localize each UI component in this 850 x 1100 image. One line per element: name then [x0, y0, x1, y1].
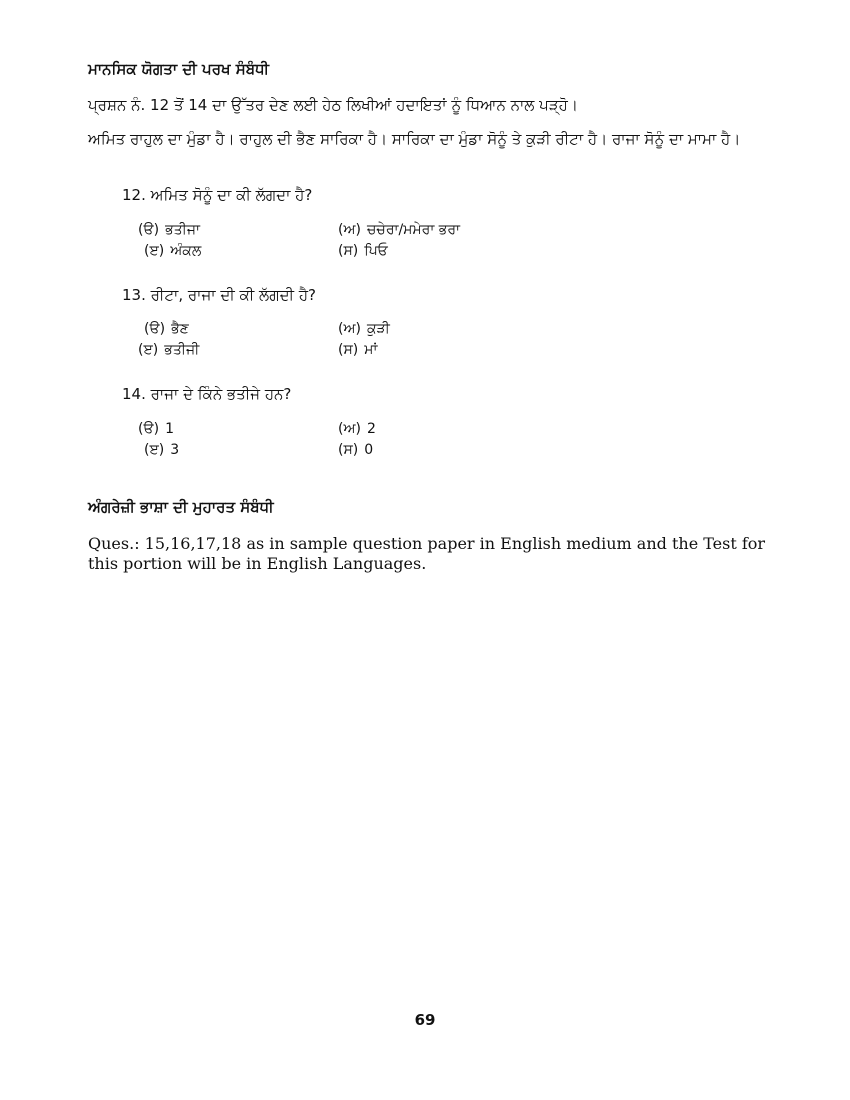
option-q13-c: [138, 342, 199, 358]
option-text: 2: [366, 421, 376, 437]
option-text: ਪਿਓ: [364, 243, 388, 259]
page-number: 69: [414, 1011, 436, 1029]
option-mark: (ਅ): [338, 222, 361, 238]
option-q14-c: [144, 442, 179, 458]
option-mark: (ੲ): [144, 442, 165, 458]
option-q12-d: [338, 243, 388, 259]
option-mark: (ੳ): [144, 321, 166, 337]
option-text: ਭੈਣ: [171, 321, 189, 337]
option-mark: (ੲ): [138, 342, 159, 358]
option-mark: (ੲ): [144, 243, 165, 259]
question-12: 12. ਅਮਿਤ ਸੋਨੂੰ ਦਾ ਕੀ ਲੱਗਦਾ ਹੈ?: [122, 186, 313, 204]
option-q14-d: [338, 442, 373, 458]
option-mark: (ਸ): [338, 342, 359, 358]
section-heading-mental-ability: ਮਾਨਸਿਕ ਯੋਗਤਾ ਦੀ ਪਰਖ ਸੰਬੰਧੀ: [88, 60, 270, 78]
option-q12-a: [138, 222, 200, 238]
instruction-text: ਪ੍ਰਸ਼ਨ ਨੰ. 12 ਤੋਂ 14 ਦਾ ਉੱਤਰ ਦੇਣ ਲਈ ਹੇਠ ਲਿਖੀਆਂ ਹਦਾਇਤਾਂ ਨੂੰ ਧਿਆਨ ਨਾਲ ਪੜ੍ਹੋ।: [88, 96, 578, 114]
question-14: 14. ਰਾਜਾ ਦੇ ਕਿੰਨੇ ਭਤੀਜੇ ਹਨ?: [122, 385, 292, 403]
option-mark: (ਅ): [338, 321, 361, 337]
option-mark: (ਅ): [338, 421, 361, 437]
question-13: 13. ਰੀਟਾ, ਰਾਜਾ ਦੀ ਕੀ ਲੱਗਦੀ ਹੈ?: [122, 286, 317, 304]
option-q12-c: [144, 243, 201, 259]
option-text: 1: [165, 421, 175, 437]
option-text: 3: [170, 442, 180, 458]
option-q14-b: [338, 421, 376, 437]
option-text: ਅੰਕਲ: [170, 243, 202, 259]
option-q13-a: [144, 321, 189, 337]
option-q12-b: [338, 222, 460, 238]
english-note: Ques.: 15,16,17,18 as in sample question paper in English medium and the Test for this portion will be in English Languages.: [88, 534, 766, 573]
option-text: ਭਤੀਜਾ: [165, 222, 200, 238]
option-mark: (ੳ): [138, 421, 160, 437]
option-text: ਭਤੀਜੀ: [164, 342, 200, 358]
option-text: 0: [364, 442, 374, 458]
option-q13-b: [338, 321, 390, 337]
option-text: ਚਚੇਰਾ/ਮਮੇਰਾ ਭਰਾ: [366, 222, 461, 238]
option-text: ਕੁੜੀ: [366, 321, 390, 337]
option-mark: (ਸ): [338, 243, 359, 259]
option-mark: (ੳ): [138, 222, 160, 238]
option-mark: (ਸ): [338, 442, 359, 458]
option-q14-a: [138, 421, 174, 437]
section-heading-english-proficiency: ਅੰਗਰੇਜ਼ੀ ਭਾਸ਼ਾ ਦੀ ਮੁਹਾਰਤ ਸੰਬੰਧੀ: [88, 498, 274, 516]
option-text: ਮਾਂ: [364, 342, 378, 358]
passage-text: ਅਮਿਤ ਰਾਹੁਲ ਦਾ ਮੁੰਡਾ ਹੈ। ਰਾਹੁਲ ਦੀ ਭੈਣ ਸਾਰਿਕਾ ਹੈ। ਸਾਰਿਕਾ ਦਾ ਮੁੰਡਾ ਸੋਨੂੰ ਤੇ ਕੁੜੀ ਰੀਟਾ ਹੈ। ਰਾਜਾ ਸੋਨੂੰ ਦਾ ਮਾਮਾ ਹੈ।: [88, 130, 741, 148]
option-q13-d: [338, 342, 377, 358]
